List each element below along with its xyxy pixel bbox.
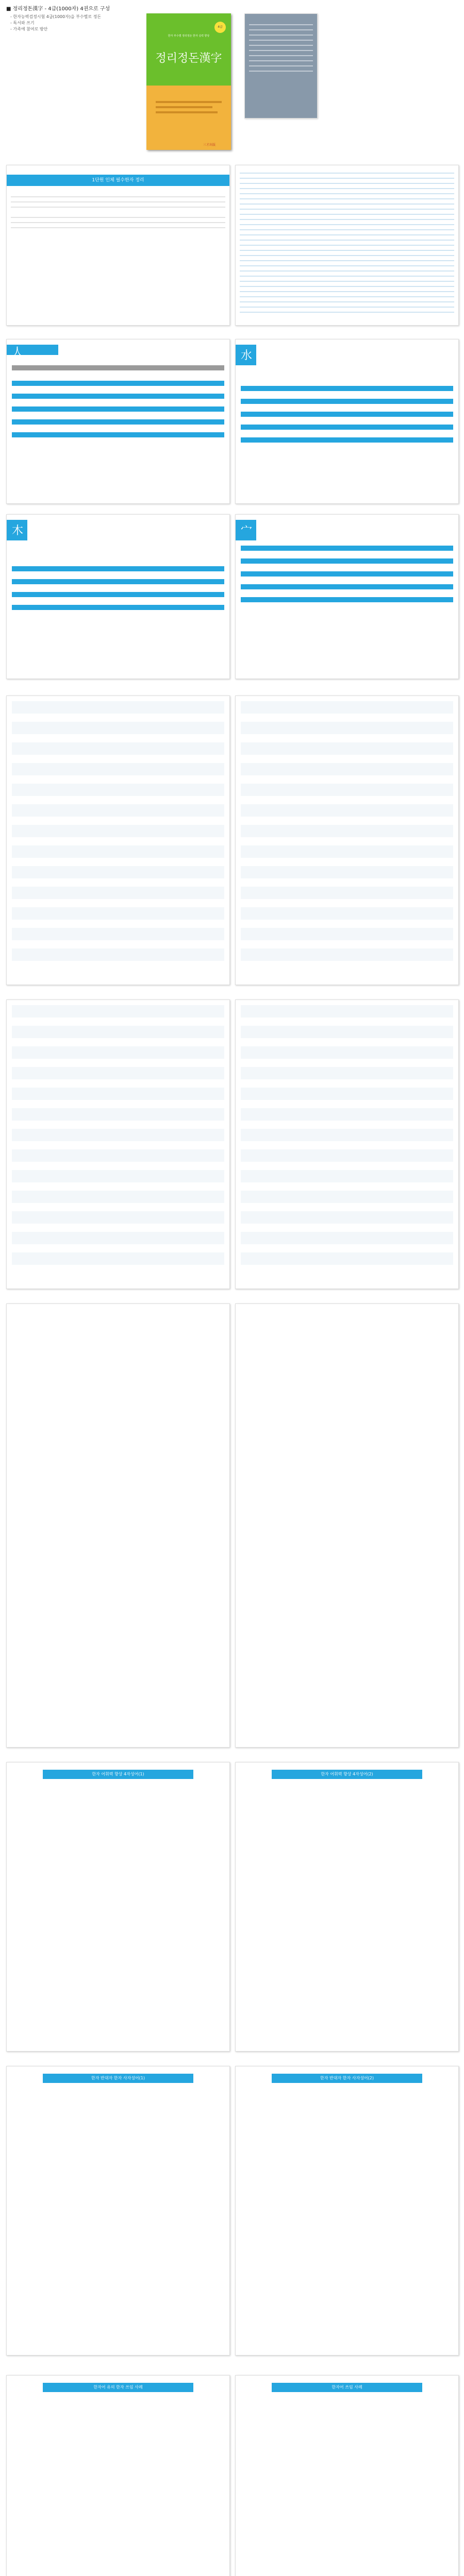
- cover-tagline: 한자 부수별 정리정돈 한자 실력 향상: [168, 35, 210, 38]
- publisher: 三才出版: [203, 143, 216, 147]
- bullet-3: - 가족에 참여로 방안: [10, 27, 48, 31]
- level-badge: 4급: [214, 22, 226, 33]
- list-title-4: 한자 반대자 한자 사자성어(2): [272, 2074, 422, 2083]
- idiom-panel-3: [6, 2066, 230, 2355]
- idiom-panel-2: [235, 1762, 459, 2052]
- list-title-3: 한자 반대자 한자 사자성어(1): [43, 2074, 193, 2083]
- radical-panel-water: [235, 339, 459, 504]
- vocab-panel-6: [235, 1303, 459, 1748]
- table-title-2: 한자어 쓰임 사례: [272, 2383, 422, 2392]
- intro-panel-left: [6, 165, 230, 326]
- radical-panel-person: [6, 339, 230, 504]
- vocab-panel-4: [235, 999, 459, 1289]
- page-title: ■ 정리정돈漢字 - 4급(1000자) 4권으로 구성: [6, 6, 110, 12]
- vocab-panel-5: [6, 1303, 230, 1748]
- table-title-1: 한자어 유의 한자 쓰임 사례: [43, 2383, 193, 2392]
- vocab-panel-1: [6, 696, 230, 985]
- list-title-2: 한자 어휘력 향상 4자성어(2): [272, 1770, 422, 1779]
- intro-panel-right: [235, 165, 459, 326]
- vocab-panel-3: [6, 999, 230, 1289]
- radical-house: 宀: [241, 524, 253, 537]
- radical-panel-house: [235, 514, 459, 679]
- bullet-2: - 독서와 쓰기: [10, 21, 35, 25]
- bullet-1: - 한자능력검정시험 4급(1000자)을 부수별로 정돈: [10, 14, 102, 19]
- radical-tree: 木: [12, 524, 24, 537]
- cover-title: 정리정돈漢字: [155, 52, 222, 65]
- usage-panel-1: [6, 2375, 230, 2576]
- radical-person: 人: [12, 346, 24, 359]
- idiom-panel-4: [235, 2066, 459, 2355]
- radical-panel-tree: [6, 514, 230, 679]
- section-a-title: 1단원 인체 필수한자 정리: [7, 175, 229, 186]
- radical-water: 水: [241, 349, 253, 362]
- idiom-panel-1: [6, 1762, 230, 2052]
- usage-panel-2: [235, 2375, 459, 2576]
- vocab-panel-2: [235, 696, 459, 985]
- preview-card: [244, 13, 318, 118]
- book-cover: [146, 13, 231, 150]
- list-title-1: 한자 어휘력 향상 4자성어(1): [43, 1770, 193, 1779]
